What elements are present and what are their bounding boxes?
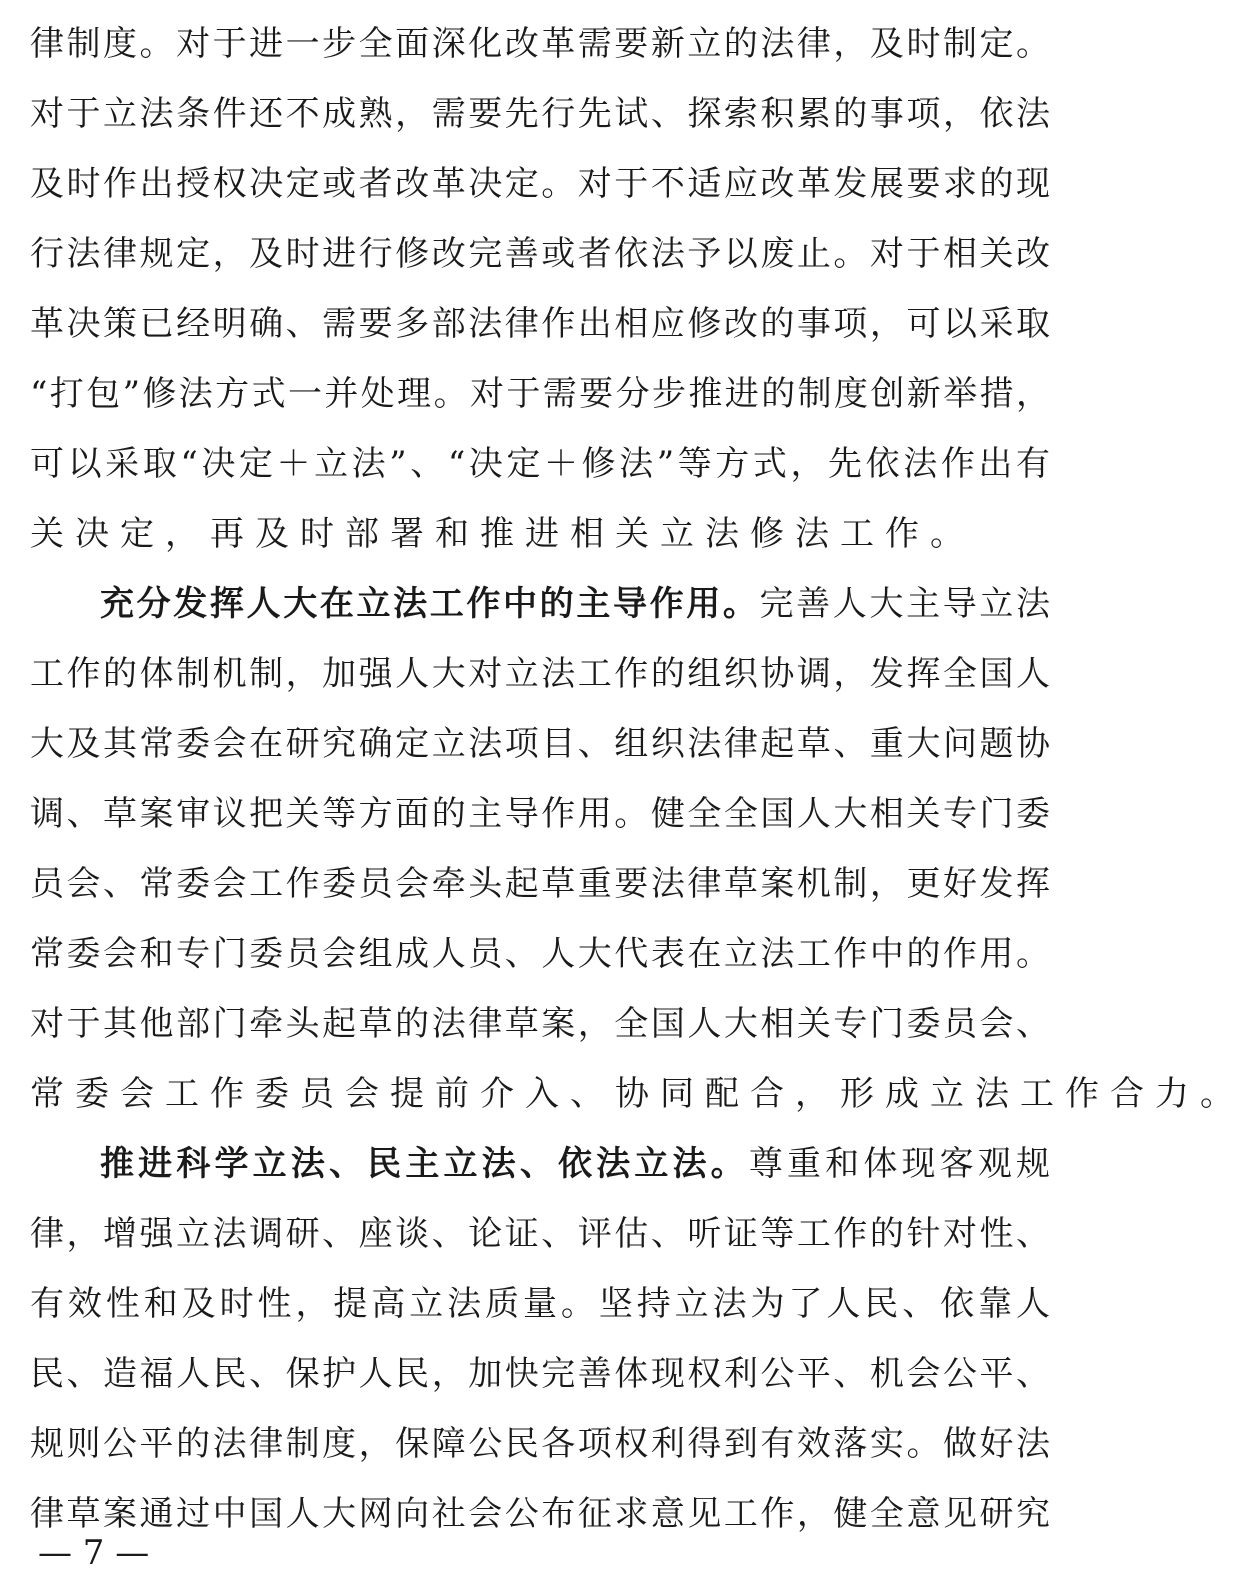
text-line: 可以采取“决定＋立法”、“决定＋修法”等方式，先依法作出有 bbox=[30, 444, 1050, 484]
text-line: 律草案通过中国人大网向社会公布征求意见工作，健全意见研究 bbox=[30, 1494, 1050, 1534]
paragraph-first-line bbox=[100, 1134, 1050, 1194]
text-line: 大及其常委会在研究确定立法项目、组织法律起草、重大问题协 bbox=[30, 724, 1050, 764]
text-line: 关决定，再及时部署和推进相关立法修法工作。 bbox=[30, 514, 975, 554]
text-line: 调、草案审议把关等方面的主导作用。健全全国人大相关专门委 bbox=[30, 794, 1050, 834]
text-line: 及时作出授权决定或者改革决定。对于不适应改革发展要求的现 bbox=[30, 164, 1050, 204]
text-line: “打包”修法方式一并处理。对于需要分步推进的制度创新举措， bbox=[30, 374, 1050, 414]
text-run: 尊重和体现客观规 bbox=[748, 1144, 1051, 1184]
text-line: 对于立法条件还不成熟，需要先行先试、探索积累的事项，依法 bbox=[30, 94, 1050, 134]
text-line: 律制度。对于进一步全面深化改革需要新立的法律，及时制定。 bbox=[30, 24, 1050, 64]
text-line: 规则公平的法律制度，保障公民各项权利得到有效落实。做好法 bbox=[30, 1424, 1050, 1464]
paragraph-first-line bbox=[100, 574, 1050, 634]
paragraph-heading: 推进科学立法、民主立法、依法立法。 bbox=[100, 1144, 749, 1184]
text-line: 革决策已经明确、需要多部法律作出相应修改的事项，可以采取 bbox=[30, 304, 1050, 344]
text-line: 常委会和专门委员会组成人员、人大代表在立法工作中的作用。 bbox=[30, 934, 1050, 974]
text-line: 工作的体制机制，加强人大对立法工作的组织协调，发挥全国人 bbox=[30, 654, 1050, 694]
text-line: 民、造福人民、保护人民，加快完善体现权利公平、机会公平、 bbox=[30, 1354, 1050, 1394]
text-run: 完善人大主导立法 bbox=[759, 584, 1051, 624]
text-line: 行法律规定，及时进行修改完善或者依法予以废止。对于相关改 bbox=[30, 234, 1050, 274]
text-line: 常委会工作委员会提前介入、协同配合，形成立法工作合力。 bbox=[30, 1074, 1245, 1114]
paragraph-heading: 充分发挥人大在立法工作中的主导作用。 bbox=[100, 584, 760, 624]
text-line: 对于其他部门牵头起草的法律草案，全国人大相关专门委员会、 bbox=[30, 1004, 1050, 1044]
text-line: 员会、常委会工作委员会牵头起草重要法律草案机制，更好发挥 bbox=[30, 864, 1050, 904]
text-line: 律，增强立法调研、座谈、论证、评估、听证等工作的针对性、 bbox=[30, 1214, 1050, 1254]
page-number: — 7 — bbox=[38, 1533, 150, 1573]
text-line: 有效性和及时性，提高立法质量。坚持立法为了人民、依靠人 bbox=[30, 1284, 1050, 1324]
